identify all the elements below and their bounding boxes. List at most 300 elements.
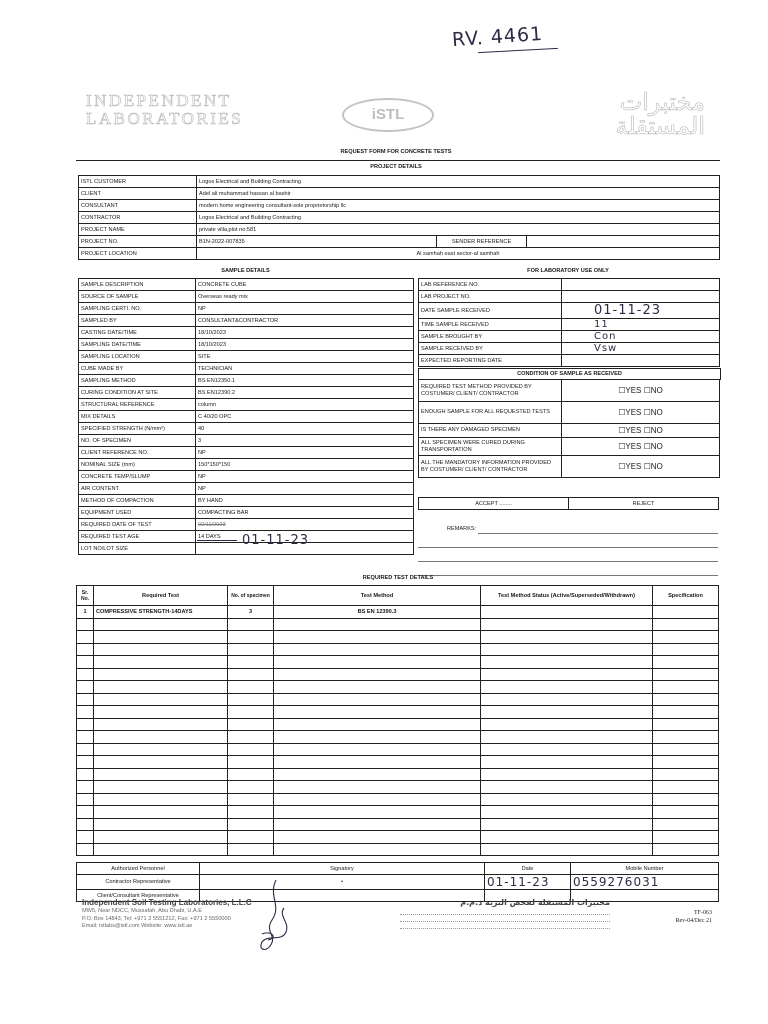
sample-value[interactable]: 02/11/2023 (196, 519, 414, 531)
role-contractor: Contractor Representative (77, 875, 200, 890)
condition-yes-no[interactable]: ☐YES ☐NO (562, 424, 720, 438)
project-row (79, 224, 720, 236)
lab-value[interactable] (562, 319, 720, 331)
test-name[interactable] (94, 718, 228, 731)
project-value[interactable]: B1N-2022-007835 (197, 236, 437, 248)
accept-reject-table (418, 497, 719, 510)
test-status[interactable] (481, 681, 653, 694)
sample-row (79, 399, 414, 411)
sample-label: SPECIFIED STRENGTH (N/mm²) (79, 423, 196, 435)
test-specimens[interactable] (228, 618, 274, 631)
test-row (77, 643, 719, 656)
test-row (77, 631, 719, 644)
test-sr[interactable] (77, 668, 94, 681)
lab-handwritten-value (564, 291, 594, 302)
lab-value[interactable] (562, 279, 720, 291)
lab-label: SAMPLE BROUGHT BY (419, 331, 562, 343)
test-specimens[interactable]: 3 (228, 606, 274, 619)
project-row (79, 188, 720, 200)
test-specimens[interactable] (228, 693, 274, 706)
test-status[interactable] (481, 793, 653, 806)
lab-handwritten-value (564, 279, 594, 290)
sample-row (79, 279, 414, 291)
test-method[interactable] (274, 843, 481, 856)
test-row (77, 668, 719, 681)
date-contractor[interactable]: 01-11-23 (485, 875, 571, 890)
test-specimens[interactable] (228, 806, 274, 819)
test-method[interactable] (274, 793, 481, 806)
test-method[interactable]: BS EN 12390.3 (274, 606, 481, 619)
strike-test-date (197, 540, 237, 541)
lab-use-table (418, 278, 720, 367)
col-mobile: Mobile Number (571, 863, 719, 875)
footer-arabic: مختبرات المستقلة لفحص التربة ذ.م.م (400, 898, 610, 929)
sample-label: AIR CONTENT (79, 483, 196, 495)
lab-row (419, 279, 720, 291)
sample-label: SAMPLING CERTI. NO. (79, 303, 196, 315)
test-name[interactable] (94, 643, 228, 656)
lab-value[interactable] (562, 331, 720, 343)
sample-row (79, 447, 414, 459)
test-specimens[interactable] (228, 656, 274, 669)
condition-label: ENOUGH SAMPLE FOR ALL REQUESTED TESTS (419, 402, 562, 424)
sample-row (79, 315, 414, 327)
test-status[interactable] (481, 843, 653, 856)
test-method[interactable] (274, 668, 481, 681)
form-title: REQUEST FORM FOR CONCRETE TESTS (340, 149, 452, 155)
test-status[interactable] (481, 606, 653, 619)
sample-label: SAMPLED BY (79, 315, 196, 327)
condition-yes-no[interactable]: ☐YES ☐NO (562, 402, 720, 424)
project-value[interactable]: Logos Electrical and Building Contracting (197, 212, 720, 224)
test-spec[interactable] (653, 831, 719, 844)
test-name[interactable] (94, 681, 228, 694)
test-status[interactable] (481, 643, 653, 656)
test-spec[interactable] (653, 681, 719, 694)
sample-row (79, 387, 414, 399)
test-sr[interactable] (77, 743, 94, 756)
sample-row (79, 495, 414, 507)
test-spec[interactable] (653, 643, 719, 656)
test-name[interactable] (94, 793, 228, 806)
test-sr[interactable] (77, 768, 94, 781)
test-method[interactable] (274, 681, 481, 694)
lab-label: EXPECTED REPORTING DATE (419, 355, 562, 367)
test-method[interactable] (274, 756, 481, 769)
lab-value[interactable] (562, 303, 720, 319)
test-row (77, 831, 719, 844)
test-spec[interactable] (653, 818, 719, 831)
project-label: PROJECT NO. (79, 236, 197, 248)
test-status[interactable] (481, 768, 653, 781)
test-row (77, 768, 719, 781)
sample-label: STRUCTURAL REFERENCE (79, 399, 196, 411)
test-spec[interactable] (653, 743, 719, 756)
test-name[interactable] (94, 781, 228, 794)
test-specimens[interactable] (228, 831, 274, 844)
col-date: Date (485, 863, 571, 875)
lab-row (419, 331, 720, 343)
test-specimens[interactable] (228, 768, 274, 781)
project-row (79, 236, 720, 248)
test-spec[interactable] (653, 843, 719, 856)
sample-value[interactable]: NP (196, 483, 414, 495)
sample-row (79, 507, 414, 519)
col-signatory: Signatory (200, 863, 485, 875)
sample-value[interactable]: CONCRETE CUBE (196, 279, 414, 291)
sample-row (79, 303, 414, 315)
test-row (77, 693, 719, 706)
test-sr[interactable] (77, 831, 94, 844)
sample-value[interactable]: 3 (196, 435, 414, 447)
test-specimens[interactable] (228, 631, 274, 644)
test-specimens[interactable] (228, 818, 274, 831)
project-details-title: PROJECT DETAILS (370, 164, 422, 170)
project-label: ISTL CUSTOMER (79, 176, 197, 188)
test-specimens[interactable] (228, 843, 274, 856)
test-sr[interactable] (77, 806, 94, 819)
sample-row (79, 411, 414, 423)
lab-handwritten-value: 11 (594, 319, 609, 330)
condition-row (419, 424, 720, 438)
test-status[interactable] (481, 718, 653, 731)
test-name[interactable] (94, 668, 228, 681)
sample-label: SAMPLING METHOD (79, 375, 196, 387)
test-spec[interactable] (653, 693, 719, 706)
project-value[interactable]: Al samhah east sector-al samhah (197, 248, 720, 260)
test-method[interactable] (274, 818, 481, 831)
reference-underline (478, 48, 558, 53)
test-specimens[interactable] (228, 743, 274, 756)
test-method[interactable] (274, 731, 481, 744)
test-spec[interactable] (653, 793, 719, 806)
sample-label: REQUIRED DATE OF TEST (79, 519, 196, 531)
sample-value[interactable]: BS EN12390.2 (196, 387, 414, 399)
test-row (77, 818, 719, 831)
test-name[interactable] (94, 818, 228, 831)
test-specimens[interactable] (228, 793, 274, 806)
condition-row (419, 456, 720, 478)
project-row (79, 176, 720, 188)
sample-row (79, 363, 414, 375)
lab-label: TIME SAMPLE RECEIVED (419, 319, 562, 331)
test-method[interactable] (274, 706, 481, 719)
project-row (79, 200, 720, 212)
condition-row (419, 380, 720, 402)
sample-row (79, 519, 414, 531)
test-sr[interactable] (77, 643, 94, 656)
lab-label: LAB PROJECT NO. (419, 291, 562, 303)
test-status[interactable] (481, 806, 653, 819)
test-sr[interactable] (77, 756, 94, 769)
project-value[interactable]: private villa,plot no:581 (197, 224, 720, 236)
accept-cell[interactable]: ACCEPT ........ (419, 498, 569, 510)
lab-handwritten-value: 01-11-23 (594, 303, 662, 318)
test-specimens[interactable] (228, 643, 274, 656)
col-personnel: Authorized Personnel (77, 863, 200, 875)
lab-row (419, 303, 720, 319)
sample-value[interactable]: TECHNICIAN (196, 363, 414, 375)
sample-row (79, 435, 414, 447)
sample-row (79, 375, 414, 387)
conditions-table (418, 379, 720, 478)
test-specimens[interactable] (228, 781, 274, 794)
project-label: PROJECT LOCATION (79, 248, 197, 260)
test-row (77, 743, 719, 756)
test-status[interactable] (481, 706, 653, 719)
sample-row (79, 327, 414, 339)
test-specimens[interactable] (228, 718, 274, 731)
test-method[interactable] (274, 781, 481, 794)
project-value[interactable]: Logos Electrical and Building Contracting (197, 176, 720, 188)
test-status[interactable] (481, 631, 653, 644)
test-method[interactable] (274, 643, 481, 656)
handwritten-test-date: 01-11-23 (242, 533, 310, 548)
test-row (77, 731, 719, 744)
test-name[interactable] (94, 731, 228, 744)
sample-label: NOMINAL SIZE (mm) (79, 459, 196, 471)
test-row (77, 656, 719, 669)
lab-handwritten-value (564, 355, 594, 366)
condition-row (419, 438, 720, 456)
test-method[interactable] (274, 693, 481, 706)
sample-label: REQUIRED TEST AGE (79, 531, 196, 543)
sample-row (79, 459, 414, 471)
sample-details-title: SAMPLE DETAILS (221, 268, 270, 274)
condition-yes-no[interactable]: ☐YES ☐NO (562, 380, 720, 402)
test-name[interactable] (94, 831, 228, 844)
footer-english: Independent Soil Testing Laboratories, L.L.C MW5, Near NDCC, Mussafah, Abu Dhabi, U.A.E P.O. Box 14843, Tel: +971 2 5551212, Fax: +971 2 5550000 Email: istlabs@istl.com Website: www.istl.ae (82, 898, 252, 930)
col-sr: Sr. No. (77, 586, 94, 606)
sample-label: SOURCE OF SAMPLE (79, 291, 196, 303)
lab-value[interactable] (562, 291, 720, 303)
condition-label: ALL THE MANDATORY INFORMATION PROVIDED BY COSTUMER/ CLIENT/ CONTRACTOR (419, 456, 562, 478)
test-spec[interactable] (653, 656, 719, 669)
signatory-contractor[interactable]: • (200, 875, 485, 890)
lab-value[interactable] (562, 343, 720, 355)
sample-value[interactable]: NP (196, 471, 414, 483)
test-spec[interactable] (653, 731, 719, 744)
col-spec: Specification (653, 586, 719, 606)
test-sr[interactable] (77, 693, 94, 706)
test-row (77, 718, 719, 731)
test-sr[interactable] (77, 718, 94, 731)
project-value[interactable]: modern home engineering consultant-sole proprietorship llc (197, 200, 720, 212)
test-spec[interactable] (653, 618, 719, 631)
remarks-label: REMARKS: (447, 526, 477, 532)
test-status[interactable] (481, 756, 653, 769)
test-specimens[interactable] (228, 668, 274, 681)
sample-value[interactable]: 18/10/2023 (196, 327, 414, 339)
test-sr[interactable]: 1 (77, 606, 94, 619)
sample-label: CONCRETE TEMP/SLUMP (79, 471, 196, 483)
condition-yes-no[interactable]: ☐YES ☐NO (562, 456, 720, 478)
test-sr[interactable] (77, 818, 94, 831)
project-details-table (78, 175, 720, 260)
project-label: PROJECT NAME (79, 224, 197, 236)
test-sr[interactable] (77, 843, 94, 856)
test-spec[interactable] (653, 768, 719, 781)
test-status[interactable] (481, 831, 653, 844)
sample-value[interactable]: 40 (196, 423, 414, 435)
test-sr[interactable] (77, 618, 94, 631)
sample-value[interactable]: CONSULTANT&CONTRACTOR (196, 315, 414, 327)
title-rule (76, 160, 720, 161)
test-status[interactable] (481, 818, 653, 831)
sample-row (79, 291, 414, 303)
test-name[interactable] (94, 706, 228, 719)
sample-value[interactable]: NP (196, 303, 414, 315)
mobile-contractor[interactable]: 0559276031 (571, 875, 719, 890)
sample-label: CASTING DATE/TIME (79, 327, 196, 339)
test-spec[interactable] (653, 606, 719, 619)
test-method[interactable] (274, 743, 481, 756)
test-sr[interactable] (77, 631, 94, 644)
test-sr[interactable] (77, 681, 94, 694)
test-method[interactable] (274, 631, 481, 644)
test-spec[interactable] (653, 781, 719, 794)
sample-value[interactable]: NP (196, 447, 414, 459)
test-sr[interactable] (77, 731, 94, 744)
col-specimen: No. of specimen (228, 586, 274, 606)
test-status[interactable] (481, 618, 653, 631)
sample-label: LOT NO/LOT SIZE (79, 543, 196, 555)
test-spec[interactable] (653, 668, 719, 681)
sample-value[interactable]: SITE (196, 351, 414, 363)
sample-row (79, 483, 414, 495)
lab-row (419, 291, 720, 303)
sample-label: CURING CONDITION AT SITE (79, 387, 196, 399)
test-method[interactable] (274, 768, 481, 781)
test-status[interactable] (481, 668, 653, 681)
lab-row (419, 319, 720, 331)
sample-value[interactable]: 150*150*150 (196, 459, 414, 471)
reject-cell[interactable]: REJECT (569, 498, 719, 510)
test-sr[interactable] (77, 793, 94, 806)
test-method[interactable] (274, 618, 481, 631)
sender-reference-label: SENDER REFERENCE (437, 236, 527, 248)
sample-value[interactable]: COMPACTING BAR (196, 507, 414, 519)
sample-label: METHOD OF COMPACTION (79, 495, 196, 507)
lab-use-title: FOR LABORATORY USE ONLY (527, 268, 609, 274)
col-method: Test Method (274, 586, 481, 606)
test-specimens[interactable] (228, 756, 274, 769)
lab-row (419, 343, 720, 355)
test-row (77, 781, 719, 794)
test-name[interactable] (94, 806, 228, 819)
lab-row (419, 355, 720, 367)
test-row (77, 606, 719, 619)
logo-arabic: مختبرات المستقلة (615, 88, 705, 140)
test-name[interactable] (94, 656, 228, 669)
condition-title: CONDITION OF SAMPLE AS RECEIVED (418, 368, 721, 380)
test-specimens[interactable] (228, 706, 274, 719)
role-client: Client/Consultant Representative (77, 890, 200, 902)
test-spec[interactable] (653, 756, 719, 769)
test-name[interactable] (94, 743, 228, 756)
test-method[interactable] (274, 656, 481, 669)
test-spec[interactable] (653, 631, 719, 644)
test-method[interactable] (274, 806, 481, 819)
sample-label: SAMPLING DATE/TIME (79, 339, 196, 351)
test-row (77, 806, 719, 819)
test-name[interactable] (94, 618, 228, 631)
logo-mark: iSTL (342, 98, 434, 132)
test-name[interactable] (94, 631, 228, 644)
sample-label: SAMPLING LOCATION (79, 351, 196, 363)
test-status[interactable] (481, 656, 653, 669)
test-name[interactable] (94, 693, 228, 706)
lab-label: LAB REFERENCE NO. (419, 279, 562, 291)
test-status[interactable] (481, 731, 653, 744)
sample-label: CUBE MADE BY (79, 363, 196, 375)
test-specimens[interactable] (228, 681, 274, 694)
project-label: CONSULTANT (79, 200, 197, 212)
sample-value[interactable]: 18/10/2023 (196, 339, 414, 351)
signoff-table (76, 862, 719, 902)
sample-row (79, 423, 414, 435)
test-sr[interactable] (77, 656, 94, 669)
sample-value[interactable]: C 40/20 OPC (196, 411, 414, 423)
sample-value[interactable]: 14 DAYS (196, 531, 414, 543)
reference-note: RV. 4461 (451, 22, 544, 52)
lab-label: DATE SAMPLE RECEIVED (419, 303, 562, 319)
project-value[interactable]: Adel ali muhammad hassan al bashir (197, 188, 720, 200)
sample-row (79, 339, 414, 351)
condition-yes-no[interactable]: ☐YES ☐NO (562, 438, 720, 456)
test-row (77, 706, 719, 719)
test-spec[interactable] (653, 806, 719, 819)
test-method[interactable] (274, 718, 481, 731)
sample-label: NO. OF SPECIMEN (79, 435, 196, 447)
test-row (77, 756, 719, 769)
sample-value[interactable]: BY HAND (196, 495, 414, 507)
test-method[interactable] (274, 831, 481, 844)
condition-label: REQUIRED TEST METHOD PROVIDED BY COSTUMER/ CLIENT/ CONTRACTOR (419, 380, 562, 402)
condition-label: ALL SPECIMEN WERE CURED DURING TRANSPORTATION (419, 438, 562, 456)
test-row (77, 681, 719, 694)
test-row (77, 793, 719, 806)
required-tests-table (76, 585, 719, 856)
sender-reference-value[interactable] (527, 236, 720, 248)
test-spec[interactable] (653, 718, 719, 731)
sample-label: CLIENT REFERENCE NO. (79, 447, 196, 459)
test-status[interactable] (481, 693, 653, 706)
test-specimens[interactable] (228, 731, 274, 744)
test-details-title: REQUIRED TEST DETAILS (362, 575, 434, 581)
test-name[interactable]: COMPRESSIVE STRENGTH-14DAYS (94, 606, 228, 619)
test-status[interactable] (481, 781, 653, 794)
test-sr[interactable] (77, 781, 94, 794)
test-row (77, 618, 719, 631)
test-status[interactable] (481, 743, 653, 756)
sample-value[interactable]: column (196, 399, 414, 411)
lab-value[interactable] (562, 355, 720, 367)
test-sr[interactable] (77, 706, 94, 719)
project-label: CONTRACTOR (79, 212, 197, 224)
col-test: Required Test (94, 586, 228, 606)
test-name[interactable] (94, 756, 228, 769)
sample-label: EQUIPMENT USED (79, 507, 196, 519)
test-name[interactable] (94, 768, 228, 781)
sample-value[interactable]: BS EN12350.1 (196, 375, 414, 387)
condition-row (419, 402, 720, 424)
test-name[interactable] (94, 843, 228, 856)
sample-value[interactable]: Overseas ready mix (196, 291, 414, 303)
sample-details-table (78, 278, 414, 555)
condition-label: IS THERE ANY DAMAGED SPECIMEN (419, 424, 562, 438)
test-spec[interactable] (653, 706, 719, 719)
